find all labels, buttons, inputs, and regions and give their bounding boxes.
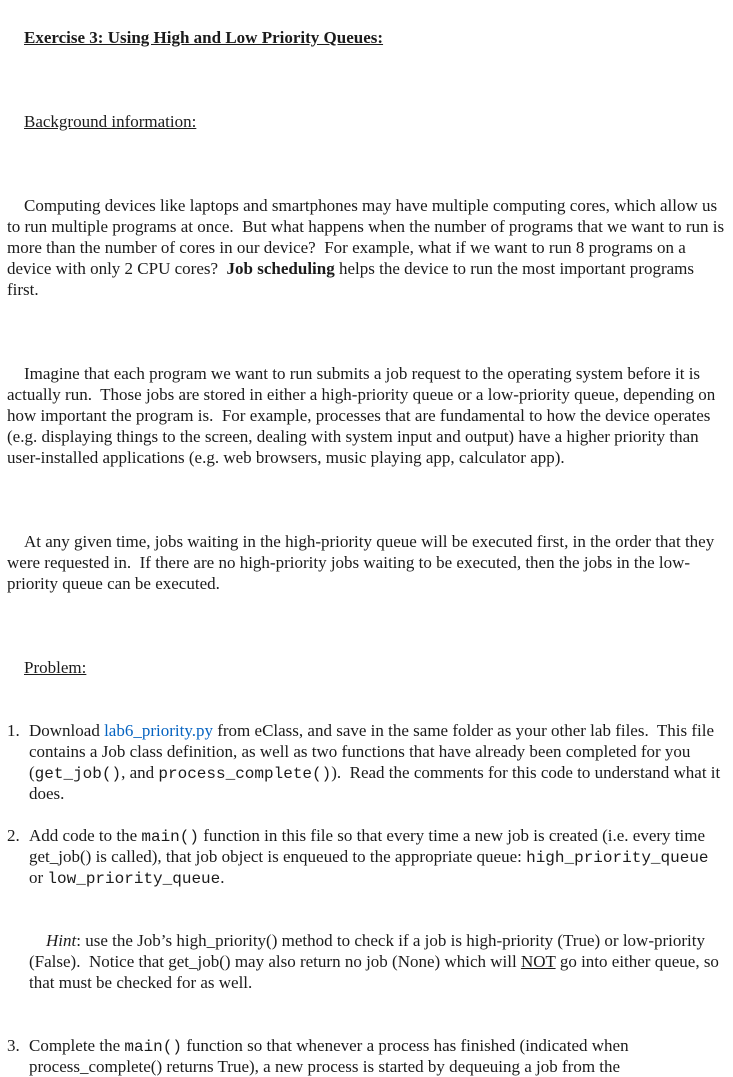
text-run: from eClass, and save in the same folder as your other lab files. This file contains a Job class definition, as well as two functions that have already been completed for you ( xyxy=(29,721,719,782)
text-run: , and xyxy=(121,763,159,782)
exercise-title-text: Exercise 3: Using High and Low Priority Queues: xyxy=(24,28,384,47)
problem-item-3 xyxy=(7,1035,725,1077)
background-paragraph-3 xyxy=(7,510,725,615)
not-emphasis: NOT xyxy=(520,952,556,971)
text-run: : use the Job’s high_priority() method to check if a job is high-priority (True) or low-priority (False). Notice that get_job() may also return no job (None) which will xyxy=(29,931,710,971)
background-heading-text: Background information: xyxy=(24,112,197,131)
problem-heading xyxy=(7,636,725,699)
background-paragraph-2 xyxy=(7,342,725,489)
text-run: helps the device to run the most important programs first. xyxy=(7,259,699,299)
text-run: Computing devices like laptops and smartphones may have multiple computing cores, which allow us to run multiple programs at once. But what happens when the number of programs that we want to run is more than the number of cores in our device? For example, what if we want to run 8 programs on a device with only 2 CPU cores? xyxy=(7,196,729,278)
item-number: 2. xyxy=(7,826,20,845)
lab6-priority-link[interactable]: lab6_priority.py xyxy=(104,721,213,740)
problem-heading-text: Problem: xyxy=(24,658,87,677)
text-run: function in this file so that every time a new job is created (i.e. every time get_job() is called), that job object is enqueued to the appropriate queue: xyxy=(29,826,710,866)
item-text xyxy=(29,825,725,888)
code-run-high-priority-queue: high_priority_queue xyxy=(526,849,709,867)
hint-label: Hint xyxy=(46,931,77,950)
item-text xyxy=(29,720,725,804)
text-run: go into either queue, so that must be checked for as well. xyxy=(29,952,724,992)
background-paragraph-1 xyxy=(7,174,729,321)
item-text xyxy=(29,1035,725,1077)
code-run-main: main() xyxy=(124,1038,182,1056)
code-run-get-job: get_job() xyxy=(34,765,122,783)
code-run-process-complete: process_complete() xyxy=(158,765,332,783)
background-heading xyxy=(7,90,725,153)
bold-run-job-scheduling: Job scheduling xyxy=(226,259,335,278)
text-run: or xyxy=(29,847,713,887)
problem-item-2 xyxy=(7,825,725,888)
item-number: 1. xyxy=(7,721,20,740)
exercise-title xyxy=(7,6,725,69)
code-run-main: main() xyxy=(141,828,199,846)
text-run: Complete the xyxy=(29,1036,125,1055)
text-run: . xyxy=(220,868,225,887)
problem-item-1 xyxy=(7,720,725,804)
text-run: function so that whenever a process has finished (indicated when process_complete() returns True), a new process is started by dequeuing a job from the xyxy=(29,1036,633,1076)
code-run-low-priority-queue: low_priority_queue xyxy=(47,870,221,888)
text-run: Imagine that each program we want to run submits a job request to the operating system before it is actually run. Those jobs are stored in either a high-priority queue or a low-priority queue, depending on how important the program is. For example, processes that are fundamental to how the device operates (e.g. displaying things to the screen, dealing with system input and output) have a higher priority than user-installed applications (e.g. web browsers, music playing app, calculator app). xyxy=(7,364,720,467)
item-number: 3. xyxy=(7,1036,20,1055)
text-run: Add code to the xyxy=(29,826,142,845)
text-run: At any given time, jobs waiting in the high-priority queue will be executed first, in the order that they were requested in. If there are no high-priority jobs waiting to be executed, then the jobs in the low-priority queue can be executed. xyxy=(7,532,719,593)
text-run: ). Read the comments for this code to understand what it does. xyxy=(29,763,725,803)
hint-paragraph xyxy=(29,909,725,1014)
text-run: Download xyxy=(29,721,105,740)
